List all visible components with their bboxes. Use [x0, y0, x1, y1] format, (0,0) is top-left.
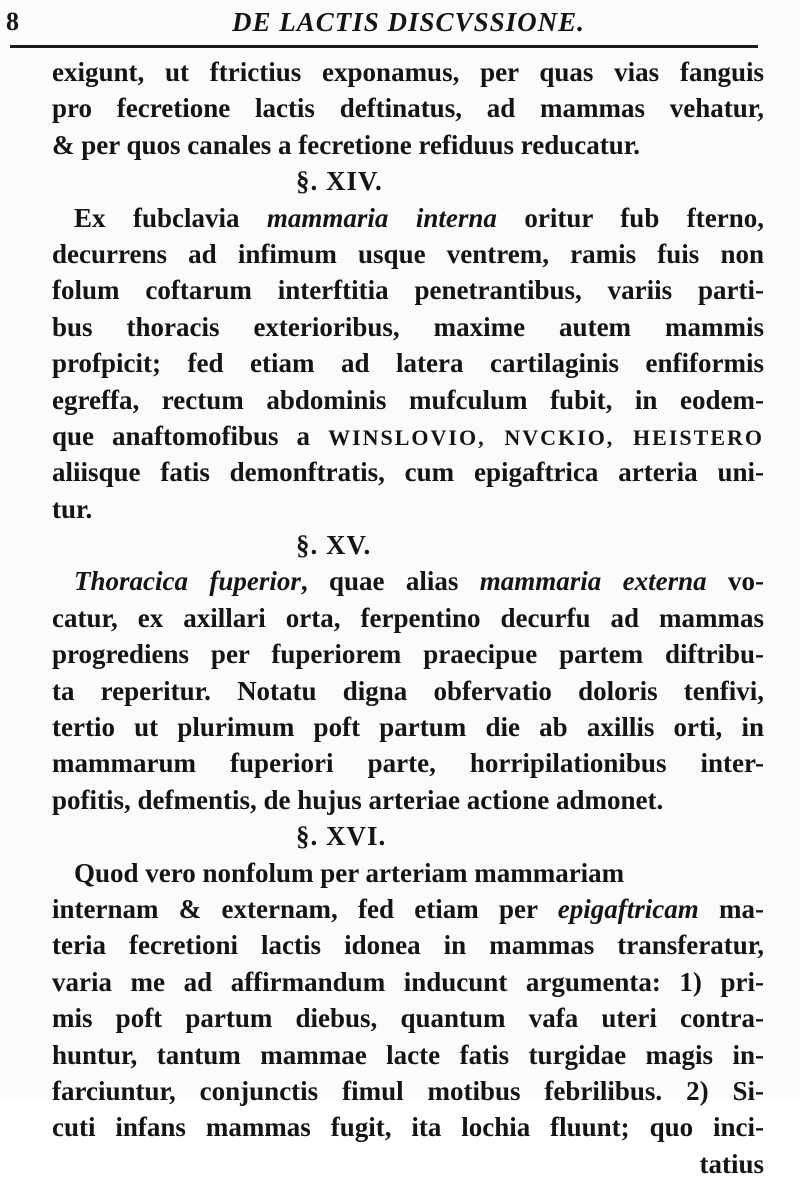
text-line: pofitis, defmentis, de hujus arteriae actione admonet.	[52, 784, 664, 815]
running-head: DE LACTIS DISCVSSIONE.	[232, 7, 585, 37]
text-line: teria fecretioni lactis idonea in mammas transferatur,	[52, 930, 764, 961]
text-span: que anaftomofibus a	[52, 420, 329, 451]
text-span: internam & externam, fed etiam per	[52, 893, 538, 924]
text-line: ta reperitur. Notatu digna obfervatio doloris tenfivi,	[52, 675, 764, 706]
text-line: profpicit; fed etiam ad latera cartilaginis enfiformis	[52, 348, 764, 379]
catchword: tatius	[699, 1148, 764, 1179]
text-span: oritur fub fterno,	[496, 202, 764, 233]
text-line: tur.	[52, 493, 93, 524]
section-heading-xvi	[52, 818, 764, 854]
section-label: §. XV.	[296, 530, 372, 561]
text-line: farciuntur, conjunctis fimul motibus febrilibus. 2) Si-	[52, 1075, 764, 1106]
text-line	[52, 200, 764, 236]
text-line: Quod vero nonfolum per arteriam mammariam	[74, 857, 625, 888]
text-line: progrediens per fuperiorem praecipue partem diftribu-	[52, 639, 764, 670]
text-line	[52, 891, 764, 927]
italic-term: Thoracica fuperior	[74, 566, 301, 597]
text-line: pro fecretione lactis deftinatus, ad mammas vehatur,	[52, 93, 764, 124]
section-heading-xiv	[52, 163, 764, 199]
text-span: Ex fubclavia	[74, 202, 267, 233]
text-line: aliisque fatis demonftratis, cum epigaftrica arteria uni-	[52, 457, 764, 488]
text-line: folum coftarum interftitia penetrantibus, variis parti-	[52, 275, 764, 306]
author-names: WINSLOVIO, NVCKIO, HEISTERO	[328, 424, 764, 450]
text-line: catur, ex axillari orta, ferpentino decurfu ad mammas	[52, 602, 764, 633]
section-label: §. XIV.	[296, 166, 383, 197]
text-line: varia me ad affirmandum inducunt argumenta: 1) pri-	[52, 966, 764, 997]
italic-term: mammaria externa	[479, 566, 707, 597]
text-line	[52, 563, 764, 599]
section-label: §. XVI.	[296, 821, 387, 852]
text-line: mis poft partum diebus, quantum vafa uteri contra-	[52, 1003, 764, 1034]
text-line: & per quos canales a fecretione refiduus reducatur.	[52, 129, 640, 160]
text-span: vo-	[706, 566, 764, 597]
text-body	[52, 54, 764, 1182]
text-line: tertio ut plurimum poft partum die ab axillis orti, in	[52, 712, 764, 743]
italic-term: epigaftricam	[557, 893, 699, 924]
text-line: cuti infans mammas fugit, ita lochia fluunt; quo inci-	[52, 1112, 764, 1143]
text-span: , quae alias	[300, 566, 480, 597]
section-heading-xv	[52, 527, 764, 563]
text-line: exigunt, ut ftrictius exponamus, per quas vias fanguis	[52, 57, 764, 87]
page-number: 8	[6, 7, 19, 36]
text-line: mammarum fuperiori parte, horripilationibus inter-	[52, 748, 764, 779]
text-line: decurrens ad infimum usque ventrem, ramis fuis non	[52, 238, 764, 269]
text-span: ma-	[698, 893, 765, 924]
text-line: huntur, tantum mammae lacte fatis turgidae magis in-	[52, 1039, 764, 1070]
page-header	[0, 4, 800, 44]
text-line: egreffa, rectum abdominis mufculum fubit, in eodem-	[52, 384, 764, 415]
header-rule	[10, 45, 758, 48]
text-line	[52, 418, 764, 454]
text-line: bus thoracis exterioribus, maxime autem mammis	[52, 311, 764, 342]
italic-term: mammaria interna	[266, 202, 497, 233]
